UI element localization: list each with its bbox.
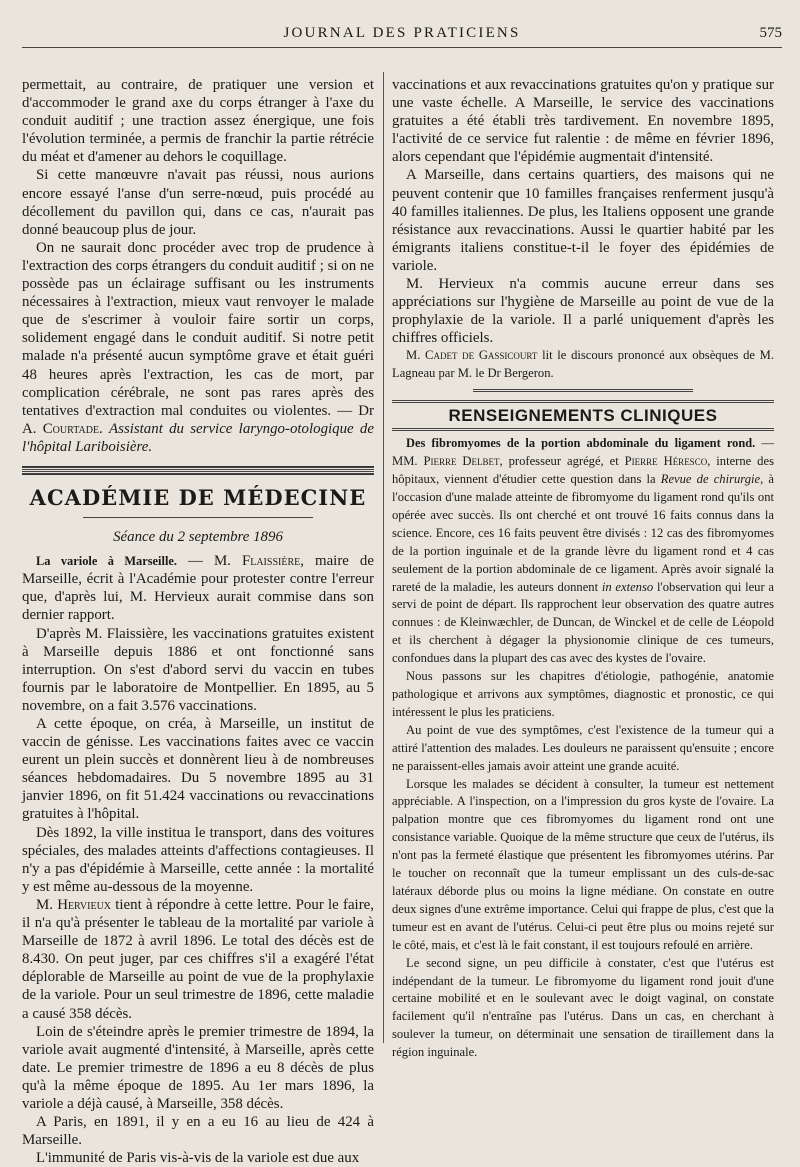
paragraph: L'immunité de Paris vis-à-vis de la variole est due aux: [36, 1150, 360, 1167]
person-name: Pierre Delbet: [423, 454, 500, 469]
paragraph-text: , professeur agrégé, et: [499, 454, 619, 469]
clinical-notes: [392, 435, 774, 1062]
paragraph: Nous passons sur les chapitres d'étiologie, pathogénie, anatomie pathologique et arrivons aux symptômes, diagnostic et pronostic, ce qui intéressent le plus les praticiens.: [392, 669, 774, 719]
run-in-heading: La variole à Marseille.: [36, 554, 177, 569]
author-affiliation: Assistant du service laryngo-otologique de l'hôpital Lariboisière.: [22, 420, 374, 455]
paragraph: [22, 896, 374, 1023]
paragraph: M. Hervieux n'a commis aucune erreur dans ses appréciations sur l'hygiène de Marseille au point de vue de la prophylaxie de la variole. Il a parlé uniquement d'après les chiffres officiels.: [392, 276, 774, 347]
paragraph: [392, 435, 774, 668]
paragraph: [392, 347, 774, 383]
section-rule: [22, 466, 374, 475]
paragraph: Si cette manœuvre n'avait pas réussi, nous aurions encore essayé l'anse d'un serre-nœud, puis procédé au décollement du pavillon qui, dans ce cas, n'aurait pas donné beaucoup plus de jour.: [22, 167, 374, 238]
page-number: 575: [759, 25, 782, 41]
journal-name: Revue de chirurgie: [660, 472, 761, 487]
paragraph: Au point de vue des symptômes, c'est l'existence de la tumeur qui a attiré l'attention des malades. Les douleurs ne paraissent qu'ensuite ; encore ne paraissent-elles jamais avoir atteint une grande acuité.: [392, 722, 774, 773]
header-rule: [22, 47, 782, 48]
left-column: [22, 76, 374, 1167]
paragraph: Lorsque les malades se décident à consulter, la tumeur est nettement appréciable. A l'inspection, on a l'impression du gros kyste de l'ovaire. La palpation montre que ces fibromyomes du ligament rond ont une consistance variable. Quoique de la même structure que ceux de l'utérus, ils n'ont pas la fermeté élastique que présentent les fibromyomes utérins. Par le toucher on reconnaît que la tumeur emplissant un des culs-de-sac latéraux déborde plus ou moins la ligne médiane. On constate en outre deux signes d'une extrême importance. Celui qui frappe de plus, c'est que la tumeur est en avant de l'utérus. Celui-ci peut être plus ou moins rejeté sur le côté, mais, et c'est là le fait constant, il est toujours refoulé en arrière.: [392, 776, 774, 952]
person-name: M. Cadet de Gassicourt: [406, 348, 538, 363]
paragraph-text: — M.: [188, 553, 231, 570]
paragraph-text: On ne saurait donc procéder avec trop de prudence à l'extraction des corps étrangers du conduit auditif ; si on ne possède pas un éclairage suffisant ou les instruments nécessaires à l'extraction, mieux vaut renvoyer le malade que de s'escrimer à vouloir faire sortir un corps, solidement engagé dans le conduit auditif. Si notre petit malade n'a présenté aucun symptôme grave et était guéri 48 heures après l'extraction, les cas de mort, par complication cérébrale, ne sont pas rares après des tentatives d'extraction mal conduites ou violentes. — Dr A.: [22, 239, 374, 437]
section-heading-box: [392, 400, 774, 431]
author-name: Courtade.: [42, 420, 103, 437]
paragraph: vaccinations et aux revaccinations gratuites qu'on y pratique sur une vaste échelle. A Marseille, le service des vaccinations gratuites a été établi très tardivement. En novembre 1895, l'activité de ce service fut ralentie : de même en février 1896, alors cependant que l'épidémie augmentait d'intensité.: [392, 77, 774, 166]
heading-underline: [83, 517, 313, 518]
paragraph-text: — MM.: [392, 436, 774, 469]
section-heading: ACADÉMIE DE MÉDECINE: [29, 484, 367, 510]
paragraph: Loin de s'éteindre après le premier trimestre de 1894, la variole avait augmenté d'intensité, à Marseille, après cette date. Le premier trimestre de 1896 a eu 8 décès de plus qu'à la même époque de 1895. Au 1er mars 1896, la variole a déjà causé, à Marseille, 358 décès.: [22, 1023, 374, 1112]
latin-phrase: in extenso: [601, 579, 654, 594]
right-column: [392, 76, 775, 1060]
section-rule: [473, 389, 693, 392]
paragraph: [22, 239, 374, 456]
paragraph-text: , maire de Marseille, écrit à l'Académie pour protester contre l'erreur que, d'après lui, M. Hervieux aurait commise dans son dernier rapport.: [22, 553, 374, 624]
paragraph: A Marseille, dans certains quartiers, des maisons qui ne peuvent contenir que 10 familles françaises renferment jusqu'à 40 familles italiennes. De plus, les Italiens opposent une grande résistance aux revaccinations. Aussi le quartier habité par les émigrants italiens constitue-t-il le foyer des épidémies de variole.: [392, 167, 774, 274]
paragraph-text: lit le discours prononcé aux obsèques de M. Lagneau par M. le Dr Bergeron.: [392, 348, 774, 381]
column-divider: [383, 72, 384, 1043]
paragraph: Le second signe, un peu difficile à constater, c'est que l'utérus est indépendant de la tumeur. Le fibromyome du ligament rond jouit d'une certaine mobilité et en le soulevant avec le doigt vaginal, on constate facilement qu'il n'entraîne pas l'utérus. Dans un cas, en cherchant à soulever la tumeur, on déterminait une sensation de tiraillement dans la région inguinale.: [392, 955, 774, 1060]
paragraph-text: l'observation qui leur a servi de point de départ. Ils rapprochent leur observation des quatre autres connues : de Kleinwæchler, de Duncan, de Winckel et de celle de Léopold et ils cherchent à dégager la physionomie clinique de ces tumeurs, confondues dans la plupart des cas avec des kystes de l'ovaire.: [392, 579, 775, 666]
paragraph: A Paris, en 1891, il y en a eu 16 au lieu de 424 à Marseille.: [22, 1114, 374, 1149]
journal-title: JOURNAL DES PRATICIENS: [283, 25, 521, 41]
paragraph: D'après M. Flaissière, les vaccinations gratuites existent à Marseille depuis 1886 et ont fonctionné sans interruption. On s'est d'abord servi du vaccin en tubes fournis par le laboratoire de Montpellier. En 1895, au 5 novembre, on a fait 3.576 vaccinations.: [22, 625, 374, 714]
paragraph: Dès 1892, la ville institua le transport, dans des voitures spéciales, des malades atteints d'affections contagieuses. Il n'y a pas d'épidémie à Marseille, cette année : la mortalité y est même au-dessous de la moyenne.: [22, 824, 374, 895]
person-name: Pierre Héresco: [624, 454, 708, 469]
paragraph: permettait, au contraire, de pratiquer une version et d'accommoder le grand axe du corps étranger à l'axe du conduit auditif ; une traction assez énergique, une fois l'évolution terminée, a permis de franchir la partie rétrécie du méat et d'amener au dehors le coquillage.: [22, 77, 374, 166]
session-date: Séance du 2 septembre 1896: [113, 529, 283, 546]
paragraph: A cette époque, on créa, à Marseille, un institut de vaccin de génisse. Les vaccinations faites avec ce vaccin eurent un plein succès et donnèrent lieu à de nombreuses séances hebdomadaires. Du 5 novembre 1895 au 31 janvier 1896, on fit 51.424 vaccinations ou revaccinations gratuites à l'hôpital.: [22, 716, 374, 823]
paragraph-text: , à l'occasion d'une malade atteinte de fibromyome du ligament rond qu'ils ont opérée avec succès. Ils ont cherché et ont trouvé 16 faits connus dans la science. Encore, ces 16 faits peuvent être divisés : 12 cas des fibromyomes de la portion inguinale et de la grande lèvre du ligament rond et 4 cas seulement de la portion abdominale de ce ligament. Après avoir signalé la rareté de la maladie, les auteurs donnent: [392, 472, 774, 594]
person-name: M. Hervieux: [36, 896, 112, 913]
run-in-heading: Des fibromyomes de la portion abdominale du ligament rond.: [406, 436, 756, 451]
paragraph-text: , interne des hôpitaux, viennent d'étudier cette question dans la: [392, 454, 774, 487]
person-name: Flaissière: [241, 553, 301, 570]
running-head: [22, 22, 782, 48]
section-heading: RENSEIGNEMENTS CLINIQUES: [448, 406, 718, 426]
paragraph-text: tient à répondre à cette lettre. Pour le faire, il n'a qu'à présenter le tableau de la mortalité par variole à Marseille de 1872 à avril 1896. Le total des décès est de 8.430. On peut juger, par ces chiffres s'il a exagéré l'état déplorable de Marseille au point de vue de la prophylaxie de la variole. Pour un seul trimestre de 1896, cette maladie a causé 358 décès.: [22, 896, 374, 1022]
paragraph: [22, 552, 374, 624]
